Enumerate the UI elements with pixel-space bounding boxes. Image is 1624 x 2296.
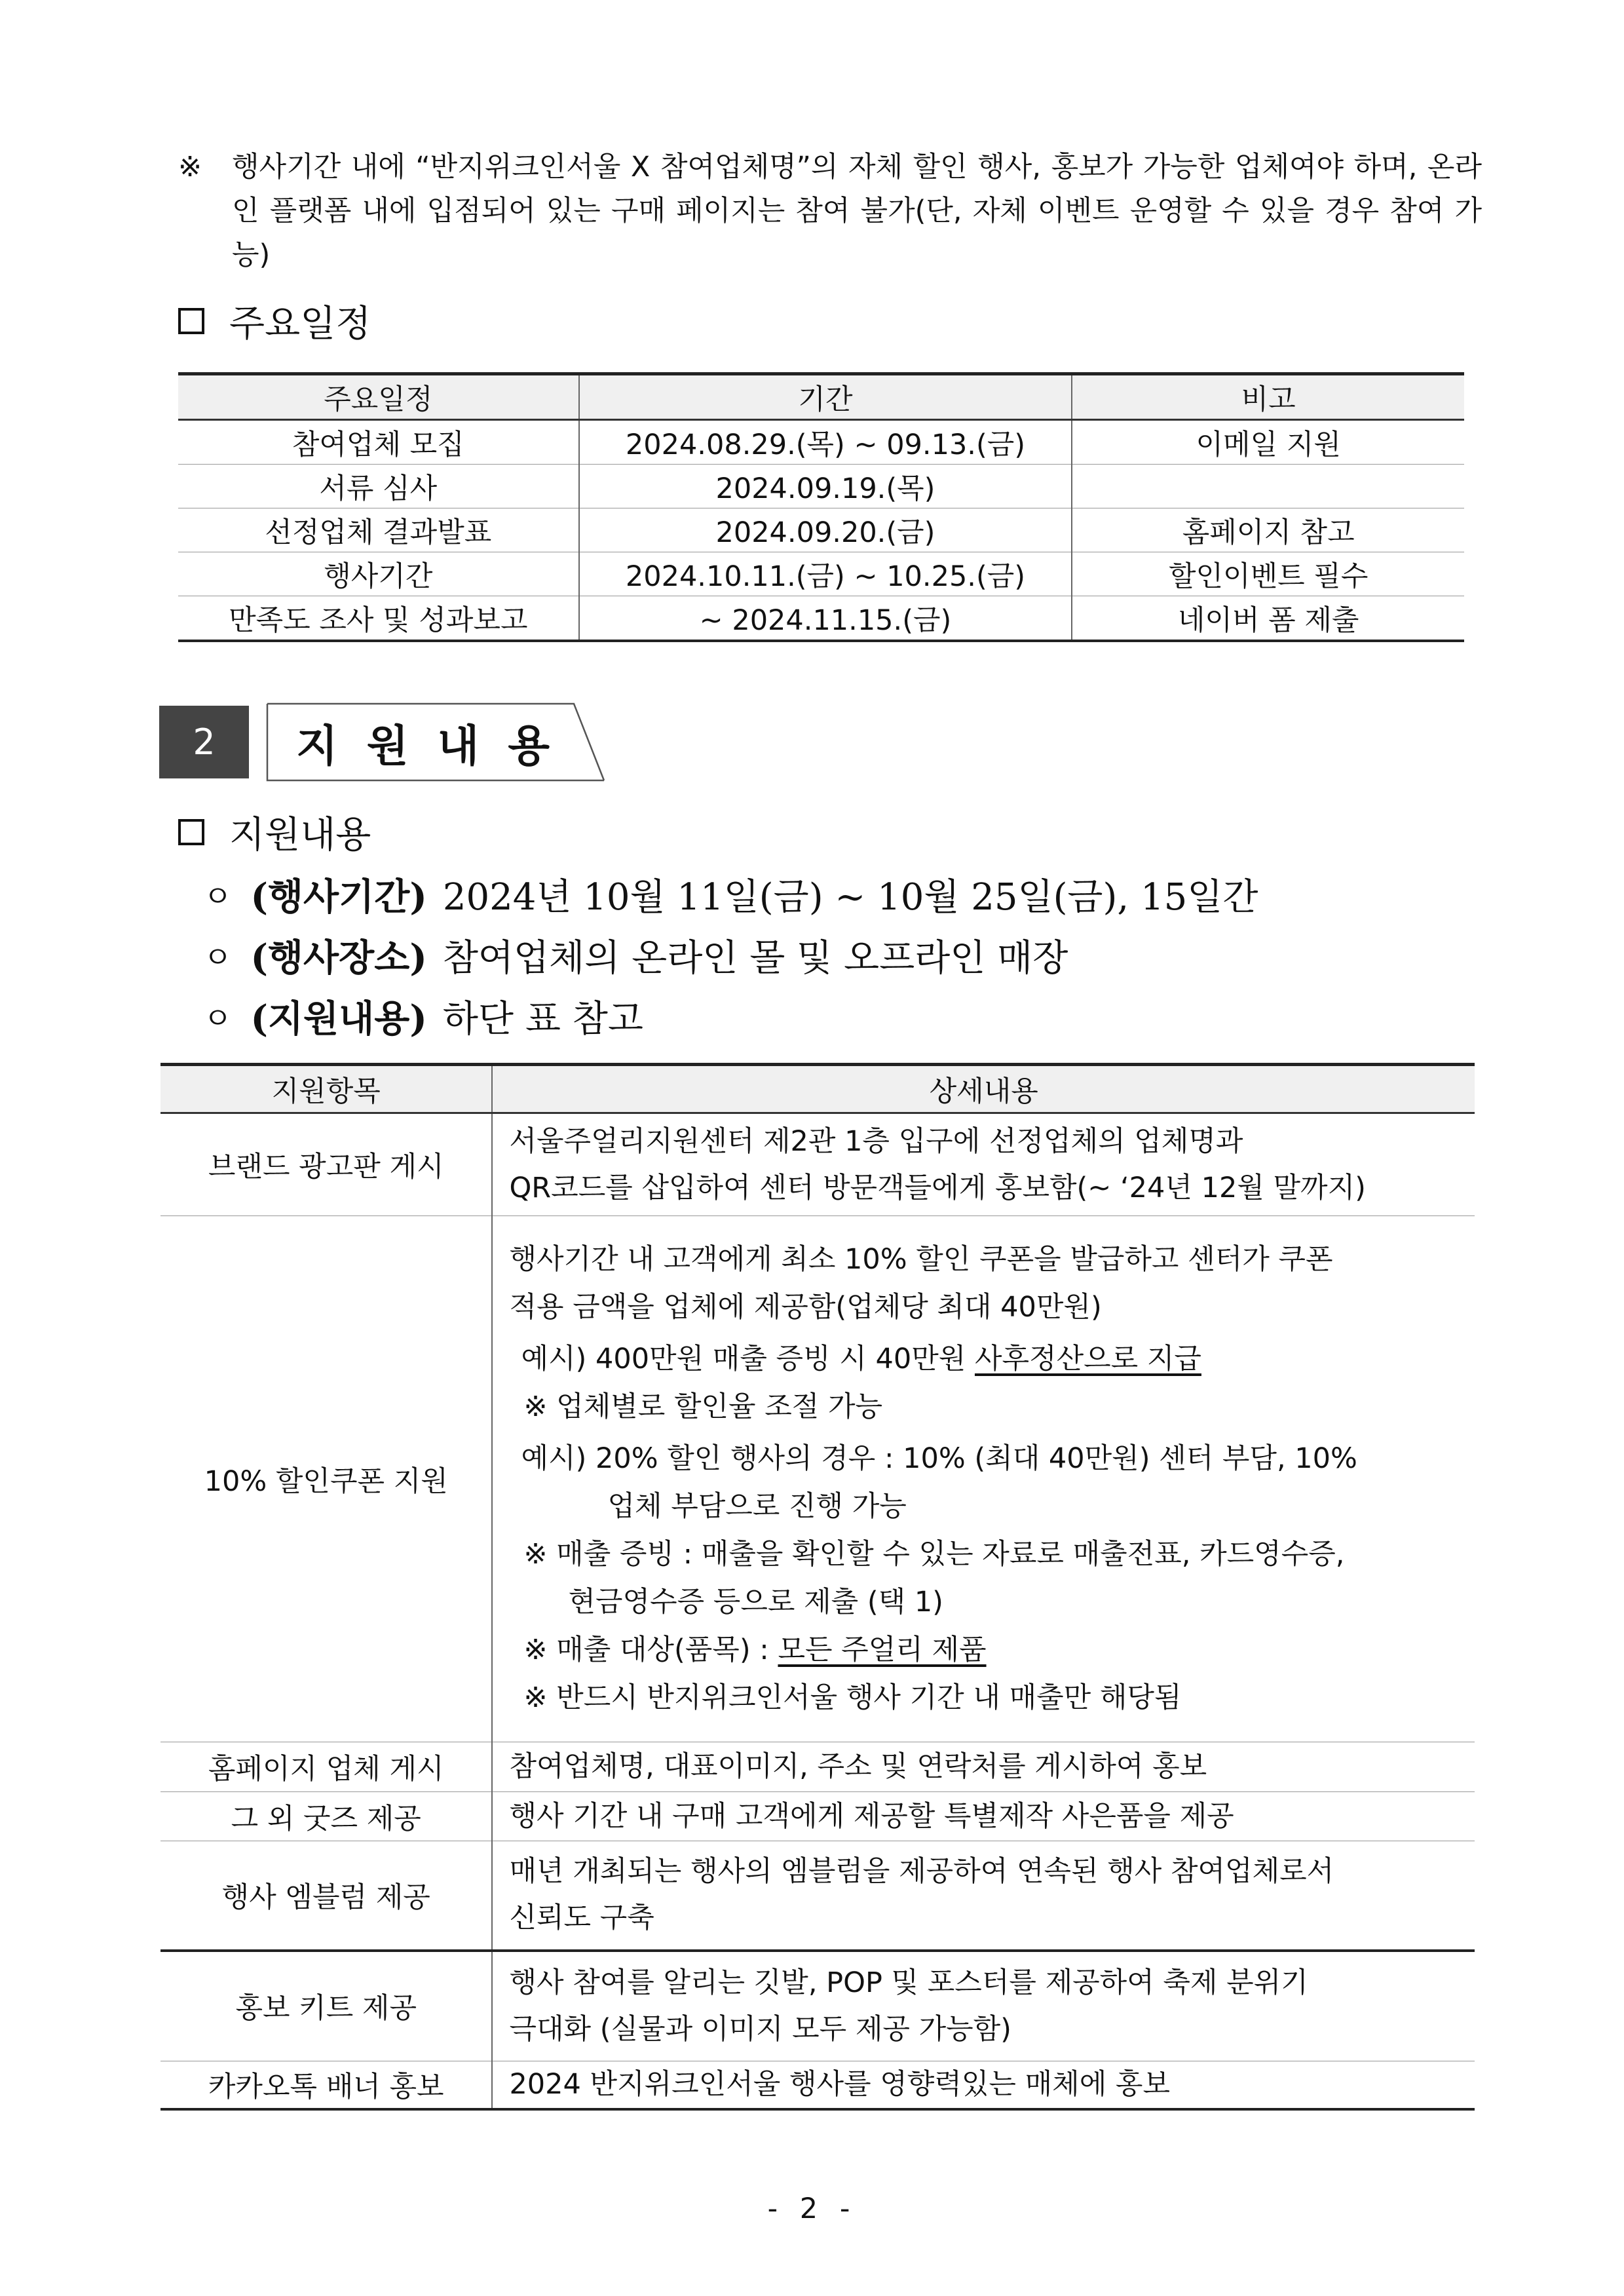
note-line: ※ 업체별로 할인율 조절 가능 xyxy=(523,1390,883,1423)
table-row xyxy=(161,1841,1475,1951)
header-cell: 기간 xyxy=(579,374,1072,420)
underlined-text: 사후정산으로 지급 xyxy=(974,1343,1201,1375)
detail-cell: 2024 반지위크인서울 행사를 영향력있는 매체에 홍보 xyxy=(492,2061,1475,2110)
bullet-key: (지원내용) xyxy=(250,997,427,1041)
bullet-circle-icon: ㅇ xyxy=(203,940,233,975)
example-line: 예시) 20% 할인 행사의 경우 : 10% (최대 40만원) 센터 부담, 10% xyxy=(521,1442,1357,1475)
section-number-badge: 2 xyxy=(159,706,249,778)
note-line: ※ 매출 증빙 : 매출을 확인할 수 있는 자료로 매출전표, 카드영수증, xyxy=(523,1538,1345,1571)
table-row xyxy=(161,2061,1475,2110)
note-line: ※ 반드시 반지위크인서울 행사 기간 내 매출만 해당됨 xyxy=(523,1681,1182,1714)
bullet-circle-icon: ㅇ xyxy=(203,1001,233,1036)
schedule-table xyxy=(178,372,1464,642)
bullet-content xyxy=(203,993,643,1039)
bullet-key: (행사기간) xyxy=(250,875,427,919)
note-line xyxy=(509,1626,1475,1674)
item-cell: 카카오톡 배너 홍보 xyxy=(161,2061,492,2110)
detail-line: QR코드를 삽입하여 센터 방문객들에게 홍보함(~ ‘24년 12월 말까지) xyxy=(509,1171,1366,1204)
detail-cell xyxy=(492,1113,1475,1216)
schedule-heading-text: 주요일정 xyxy=(229,303,371,345)
checkbox-square-icon xyxy=(178,308,204,334)
table-header-row xyxy=(161,1065,1475,1113)
detail-line: 행사 참여를 알리는 깃발, POP 및 포스터를 제공하여 축제 분위기 xyxy=(509,1966,1308,1999)
page-number: - 2 - xyxy=(767,2192,857,2225)
table-cell: 할인이벤트 필수 xyxy=(1072,552,1464,596)
table-row xyxy=(178,465,1464,508)
table-header-row xyxy=(178,374,1464,420)
detail-cell: 행사 기간 내 구매 고객에게 제공할 특별제작 사은품을 제공 xyxy=(492,1792,1475,1841)
detail-line: 적용 금액을 업체에 제공함(업체당 최대 40만원) xyxy=(509,1291,1102,1324)
table-row xyxy=(161,1113,1475,1216)
schedule-heading xyxy=(178,298,371,344)
example-line-cont: 업체 부담으로 진행 가능 xyxy=(607,1490,907,1523)
table-cell: 2024.08.29.(목) ~ 09.13.(금) xyxy=(579,420,1072,465)
bullet-circle-icon: ㅇ xyxy=(203,879,233,914)
header-cell: 지원항목 xyxy=(161,1065,492,1113)
table-row xyxy=(161,1792,1475,1841)
section-title: 지원내용 xyxy=(296,721,579,771)
table-cell: 2024.10.11.(금) ~ 10.25.(금) xyxy=(579,552,1072,596)
eligibility-note xyxy=(178,145,1482,277)
detail-line: 행사기간 내 고객에게 최소 10% 할인 쿠폰을 발급하고 센터가 쿠폰 xyxy=(509,1243,1333,1276)
table-cell: 홈페이지 참고 xyxy=(1072,508,1464,552)
table-cell: ~ 2024.11.15.(금) xyxy=(579,596,1072,641)
table-cell: 네이버 폼 제출 xyxy=(1072,596,1464,641)
table-cell: 선정업체 결과발표 xyxy=(178,508,579,552)
detail-line: 신뢰도 구축 xyxy=(509,1902,654,1935)
table-cell: 2024.09.20.(금) xyxy=(579,508,1072,552)
section-title-box xyxy=(266,702,607,782)
bullet-value: 2024년 10월 11일(금) ~ 10월 25일(금), 15일간 xyxy=(442,876,1258,919)
bullet-venue xyxy=(203,932,1068,978)
item-cell: 홍보 키트 제공 xyxy=(161,1951,492,2061)
table-row xyxy=(178,420,1464,465)
table-cell: 2024.09.19.(목) xyxy=(579,465,1072,508)
item-cell: 10% 할인쿠폰 지원 xyxy=(161,1216,492,1742)
bullet-period xyxy=(203,871,1258,917)
detail-line: 극대화 (실물과 이미지 모두 제공 가능함) xyxy=(509,2012,1011,2046)
table-cell: 참여업체 모집 xyxy=(178,420,579,465)
item-cell: 그 외 굿즈 제공 xyxy=(161,1792,492,1841)
header-cell: 상세내용 xyxy=(492,1065,1475,1113)
table-row xyxy=(178,552,1464,596)
item-cell: 홈페이지 업체 게시 xyxy=(161,1742,492,1792)
detail-line: 서울주얼리지원센터 제2관 1층 입구에 선정업체의 업체명과 xyxy=(509,1124,1243,1158)
bullet-value: 참여업체의 온라인 몰 및 오프라인 매장 xyxy=(442,937,1068,980)
table-cell xyxy=(1072,465,1464,508)
bullet-key: (행사장소) xyxy=(250,936,427,980)
note-text: 행사기간 내에 “반지위크인서울 X 참여업체명”의 자체 할인 행사, 홍보가 가능한 업체여야 하며, 온라인 플랫폼 내에 입점되어 있는 구매 페이지는 참여 불가(단, 자체 이벤트 운영할 수 있을 경우 참여 가능) xyxy=(232,151,1482,271)
support-heading-text: 지원내용 xyxy=(229,814,371,856)
reference-mark: ※ xyxy=(178,151,202,183)
bullet-value: 하단 표 참고 xyxy=(442,998,643,1041)
checkbox-square-icon xyxy=(178,819,204,845)
item-cell: 행사 엠블럼 제공 xyxy=(161,1841,492,1951)
table-row xyxy=(161,1742,1475,1792)
table-cell: 만족도 조사 및 성과보고 xyxy=(178,596,579,641)
table-row xyxy=(178,596,1464,641)
underlined-text: 모든 주얼리 제품 xyxy=(778,1634,987,1666)
example-line xyxy=(509,1335,1475,1383)
table-cell: 이메일 지원 xyxy=(1072,420,1464,465)
support-heading xyxy=(178,809,371,855)
detail-cell xyxy=(492,1951,1475,2061)
note-text: ※ 매출 대상(품목) : xyxy=(523,1634,778,1666)
header-cell: 비고 xyxy=(1072,374,1464,420)
header-cell: 주요일정 xyxy=(178,374,579,420)
example-text: 예시) 400만원 매출 증빙 시 40만원 xyxy=(521,1343,975,1375)
table-row xyxy=(178,508,1464,552)
detail-cell xyxy=(492,1216,1475,1742)
note-line-cont: 현금영수증 등으로 제출 (택 1) xyxy=(568,1586,943,1618)
table-row xyxy=(161,1951,1475,2061)
detail-cell: 참여업체명, 대표이미지, 주소 및 연락처를 게시하여 홍보 xyxy=(492,1742,1475,1792)
table-cell: 서류 심사 xyxy=(178,465,579,508)
table-cell: 행사기간 xyxy=(178,552,579,596)
detail-line: 매년 개최되는 행사의 엠블럼을 제공하여 연속된 행사 참여업체로서 xyxy=(509,1855,1334,1888)
support-table xyxy=(161,1063,1475,2111)
item-cell: 브랜드 광고판 게시 xyxy=(161,1113,492,1216)
detail-cell xyxy=(492,1841,1475,1951)
table-row xyxy=(161,1216,1475,1742)
